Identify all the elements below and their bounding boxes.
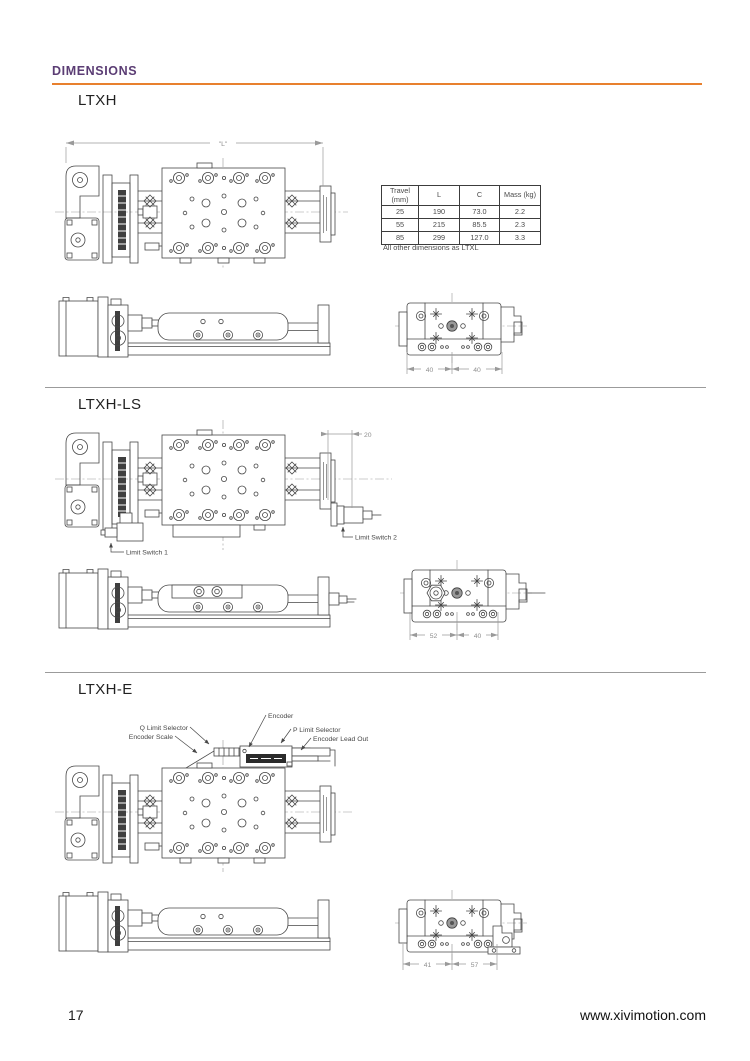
header-accent-rule: [52, 83, 702, 85]
cell-mass: 2.3: [500, 219, 541, 232]
limit-switch-2: [331, 503, 381, 526]
ltxh-e-side-view: [59, 892, 330, 952]
col-header-L: L: [419, 186, 460, 206]
limit-switch-1-leader: [111, 543, 124, 552]
limit-switch-2-leader: [343, 527, 353, 537]
ltxh-end-view: [395, 293, 527, 363]
section-divider: [45, 672, 706, 673]
p-limit-selector-label: P Limit Selector: [293, 727, 341, 734]
cell-mass: 2.2: [500, 206, 541, 219]
limit-switch-1: [101, 513, 143, 541]
ltxh-ls-top-view: [65, 430, 335, 530]
ltxh-top-view: [65, 163, 335, 263]
q-limit-selector-label: Q Limit Selector: [139, 725, 188, 732]
ltxh-drawings: [0, 130, 750, 392]
cell-L: 299: [419, 232, 460, 245]
page-header-title: DIMENSIONS: [52, 64, 138, 78]
dim-label-40: 40: [473, 632, 482, 640]
section-title-ltxh-ls: LTXH-LS: [78, 396, 142, 413]
table-footnote: All other dimensions as LTXL: [383, 243, 479, 252]
dim-label-20: 20: [364, 431, 372, 439]
website-link[interactable]: www.xivimotion.com: [579, 1007, 706, 1023]
encoder-scale-label: Encoder Scale: [128, 734, 173, 741]
section-divider: [45, 387, 706, 388]
cell-travel: 55: [382, 219, 419, 232]
ltxh-ls-drawings: [0, 392, 750, 672]
section-title-ltxh-e: LTXH-E: [78, 681, 133, 698]
cell-C: 127.0: [460, 232, 500, 245]
cell-travel: 85: [382, 232, 419, 245]
col-header-mass: Mass (kg): [500, 186, 541, 206]
encoder-lead-out-label: Encoder Lead Out: [313, 736, 369, 743]
carriage-bottom-tab: [173, 525, 240, 537]
table-row: [382, 219, 541, 232]
ltxh-ls-end-view: [400, 560, 532, 630]
spec-table-header-row: [382, 186, 541, 206]
dim-label-40-left: 40: [425, 366, 434, 374]
col-header-travel: Travel (mm): [382, 186, 419, 206]
dim-label-57: 57: [470, 961, 479, 969]
dim-label-L: "L": [218, 140, 228, 148]
section-title-ltxh: LTXH: [78, 92, 117, 109]
dim-label-41: 41: [423, 961, 432, 969]
ltxh-side-view: [59, 297, 330, 357]
ltxh-ls-side-view: [59, 569, 330, 629]
encoder-lead-out-part: [292, 748, 335, 766]
table-row: [382, 206, 541, 219]
encoder-label: Encoder: [268, 713, 294, 720]
page-number: 17: [68, 1007, 84, 1023]
cell-mass: 3.3: [500, 232, 541, 245]
ltxh-spec-table: [381, 185, 541, 245]
limit-switch-1-label: Limit Switch 1: [126, 549, 168, 557]
ltxh-e-drawings: [0, 677, 750, 997]
cell-travel: 25: [382, 206, 419, 219]
cell-L: 190: [419, 206, 460, 219]
cell-C: 73.0: [460, 206, 500, 219]
cell-L: 215: [419, 219, 460, 232]
dim-label-52: 52: [429, 632, 438, 640]
col-header-C: C: [460, 186, 500, 206]
ltxh-e-top-view: [65, 763, 335, 863]
limit-switch-2-label: Limit Switch 2: [355, 534, 397, 542]
cell-C: 85.5: [460, 219, 500, 232]
dim-label-40-right: 40: [473, 366, 481, 374]
